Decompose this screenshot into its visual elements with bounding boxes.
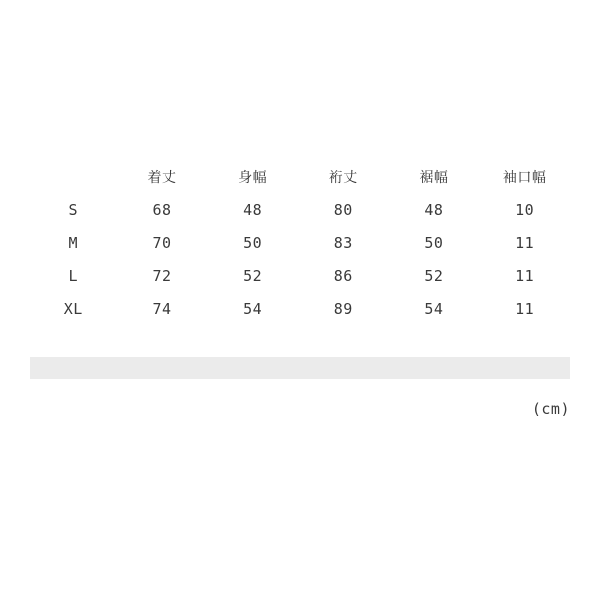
table-row	[30, 292, 570, 325]
cell-l-cuff-width: 11	[515, 266, 535, 285]
cell-xl-length: 74	[152, 299, 172, 318]
cell-s-hem-width: 48	[424, 200, 444, 219]
row-header-size-m: M	[68, 233, 79, 252]
cell-l-length: 72	[152, 266, 172, 285]
table-corner-cell	[30, 160, 117, 193]
column-header-sleeve-length: 裄丈	[328, 169, 358, 186]
cell-m-sleeve-length: 83	[333, 233, 353, 252]
cell-s-length: 68	[152, 200, 172, 219]
cell-m-cuff-width: 11	[515, 233, 535, 252]
table-row	[30, 226, 570, 259]
row-header-size-s: S	[68, 200, 79, 219]
cell-xl-chest-width: 54	[243, 299, 263, 318]
unit-label: (cm)	[531, 400, 570, 418]
cell-s-sleeve-length: 80	[333, 200, 353, 219]
cell-s-cuff-width: 10	[515, 200, 535, 219]
size-table-header	[30, 160, 570, 193]
cell-l-hem-width: 52	[424, 266, 444, 285]
column-header-chest-width: 身幅	[238, 169, 268, 186]
size-table-container	[0, 160, 600, 325]
row-header-size-xl: XL	[63, 299, 83, 318]
table-row	[30, 259, 570, 292]
cell-m-hem-width: 50	[424, 233, 444, 252]
column-header-hem-width: 裾幅	[419, 169, 449, 186]
size-table	[30, 160, 570, 325]
table-header-row	[30, 160, 570, 193]
cell-m-length: 70	[152, 233, 172, 252]
cell-xl-sleeve-length: 89	[333, 299, 353, 318]
cell-m-chest-width: 50	[243, 233, 263, 252]
size-table-body	[30, 193, 570, 325]
cell-l-chest-width: 52	[243, 266, 263, 285]
column-header-length: 着丈	[147, 169, 177, 186]
cell-l-sleeve-length: 86	[333, 266, 353, 285]
row-header-size-l: L	[68, 266, 79, 285]
cell-s-chest-width: 48	[243, 200, 263, 219]
table-row	[30, 193, 570, 226]
cell-xl-hem-width: 54	[424, 299, 444, 318]
column-header-cuff-width: 袖口幅	[502, 169, 547, 186]
cell-xl-cuff-width: 11	[515, 299, 535, 318]
section-divider	[30, 357, 570, 379]
